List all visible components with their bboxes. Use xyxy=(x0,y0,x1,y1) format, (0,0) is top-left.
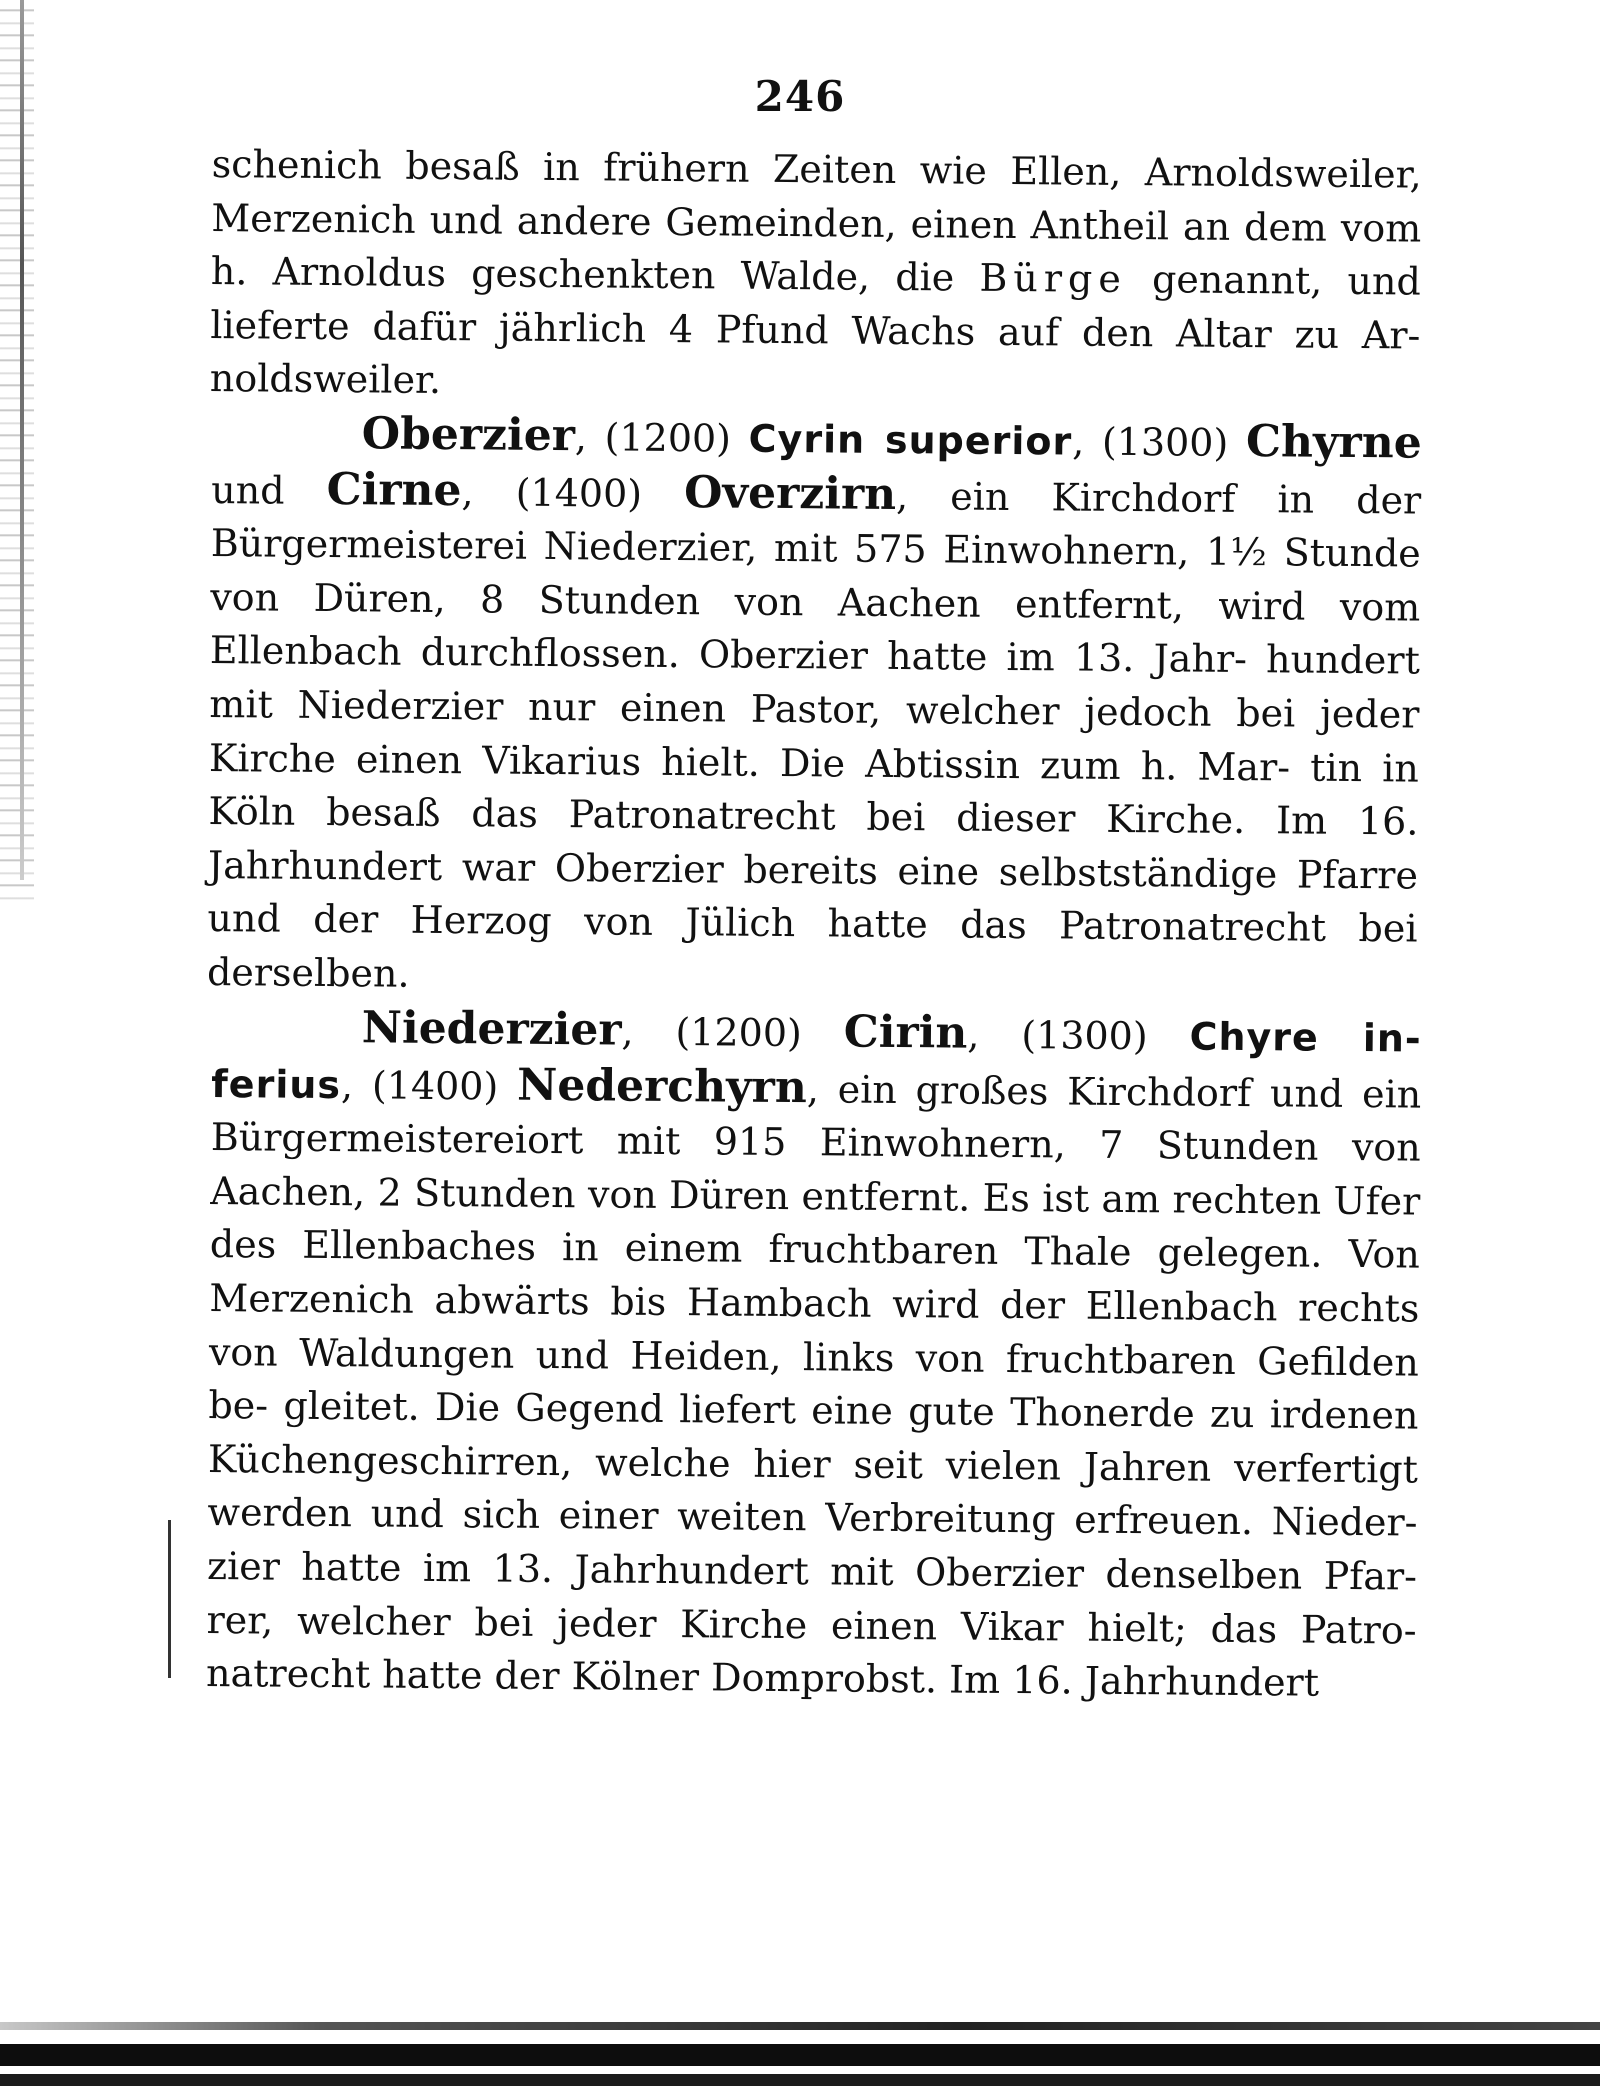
historic-name: Cirne xyxy=(326,463,462,516)
entry-heading: Oberzier xyxy=(361,408,576,462)
text-line: Ufer des Ellenbaches in einem fruchtbaren Thale gelegen. Von xyxy=(209,1178,1421,1277)
text-line: Stunde von Düren, 8 Stunden von Aachen entfernt, wird xyxy=(210,530,1421,629)
text-run: , (1300) xyxy=(967,1012,1190,1059)
historic-name: Overzirn xyxy=(683,466,897,520)
text-line: in der Bürgermeisterei Niederzier, mit 575 Einwohnern, 1½ xyxy=(210,476,1422,575)
text-run: , (1400) xyxy=(461,469,685,516)
text-line: tin in Köln besaß das Patronatrecht bei dieser Kirche. Im xyxy=(208,745,1420,843)
text-run: , (1200) xyxy=(621,1009,844,1056)
text-line: Merzenich und andere Gemeinden, einen Antheil an dem vom xyxy=(211,195,1422,251)
text-line: noldsweiler. xyxy=(209,356,442,403)
text-line: bei derselben. xyxy=(206,906,1418,996)
text-run: und xyxy=(211,467,327,513)
text-line: ein Bürgermeistereiort mit 915 Einwohnern, 7 Stunden von xyxy=(210,1071,1422,1170)
text-line: lieferte dafür jährlich 4 Pfund Wachs auf den Altar zu Ar- xyxy=(210,302,1421,358)
scan-bottom-band xyxy=(0,2044,1600,2066)
text-line: gleitet. Die Gegend liefert eine gute Thonerde zu irdenen xyxy=(283,1383,1419,1438)
text-run: , ein großes Kirchdorf und xyxy=(806,1066,1344,1115)
text-run: , (1400) xyxy=(340,1062,518,1108)
text-line: genannt, und xyxy=(1151,257,1421,304)
text-line: zier hatte im 13. Jahrhundert mit Oberzier denselben Pfar- xyxy=(206,1543,1418,1598)
text-line: Waldungen und Heiden, links von fruchtbaren Gefilden be- xyxy=(208,1329,1420,1428)
text-line: jeder Kirche einen Vikarius hielt. Die Abtissin zum h. Mar- xyxy=(208,691,1420,789)
body-text xyxy=(205,138,1422,1705)
text-run: , (1200) xyxy=(574,415,749,461)
text-line: vom Ellenbach durchflossen. Oberzier hatte im 13. Jahr- xyxy=(209,584,1421,682)
entry-oberzier xyxy=(207,406,1422,1010)
scan-bottom-base xyxy=(0,2074,1600,2086)
text-line: hundert mit Niederzier nur einen Pastor, welcher jedoch bei xyxy=(209,637,1421,736)
scan-bottom-edge xyxy=(0,2022,1600,2030)
text-line: Küchengeschirren, welche hier seit vielen Jahren verfertigt xyxy=(207,1436,1419,1491)
text-line: schenich besaß in frühern Zeiten wie Ellen, Arnoldsweiler, xyxy=(211,141,1422,197)
text-line: Pfarre und der Herzog von Jülich hatte das Patronatrecht xyxy=(207,852,1419,951)
emphasized-term: Bürge xyxy=(979,255,1128,302)
paragraph-indent xyxy=(212,1040,362,1041)
text-line: natrecht hatte der Kölner Domprobst. Im 16. Jahrhundert xyxy=(205,1650,1320,1705)
text-line: 16. Jahrhundert war Oberzier bereits eine selbstständige xyxy=(207,799,1419,897)
text-run: , ein Kirchdorf xyxy=(895,473,1236,521)
text-line: h. Arnoldus geschenkten Walde, die xyxy=(210,249,955,300)
paragraph-indent xyxy=(212,447,362,448)
scanned-page-edge xyxy=(0,0,34,900)
margin-pencil-mark xyxy=(168,1520,171,1678)
text-line: rer, welcher bei jeder Kirche einen Vikar hielt; das Patro- xyxy=(206,1597,1417,1652)
text-line: werden und sich einer weiten Verbreitung erfreuen. Nieder- xyxy=(207,1489,1418,1545)
page-number: 246 xyxy=(754,72,846,121)
historic-name: Chyre in- xyxy=(1189,1014,1422,1061)
entry-heading: Niederzier xyxy=(361,1001,622,1056)
historic-name: Cyrin superior xyxy=(748,416,1073,464)
entry-niederzier xyxy=(206,1000,1422,1711)
historic-name: Chyrne xyxy=(1245,415,1422,469)
text-line: Aachen, 2 Stunden von Düren entfernt. Es ist am rechten xyxy=(210,1168,1322,1222)
binding-shadow xyxy=(20,0,24,880)
historic-name: Cirin xyxy=(843,1006,968,1059)
paragraph-continuation xyxy=(210,138,1422,417)
historic-name: Nederchyrn xyxy=(516,1058,808,1113)
text-run: , (1300) xyxy=(1071,419,1247,465)
historic-name: ferius xyxy=(211,1061,342,1107)
text-line: Merzenich abwärts bis Hambach wird der Ellenbach rechts von xyxy=(208,1275,1420,1374)
